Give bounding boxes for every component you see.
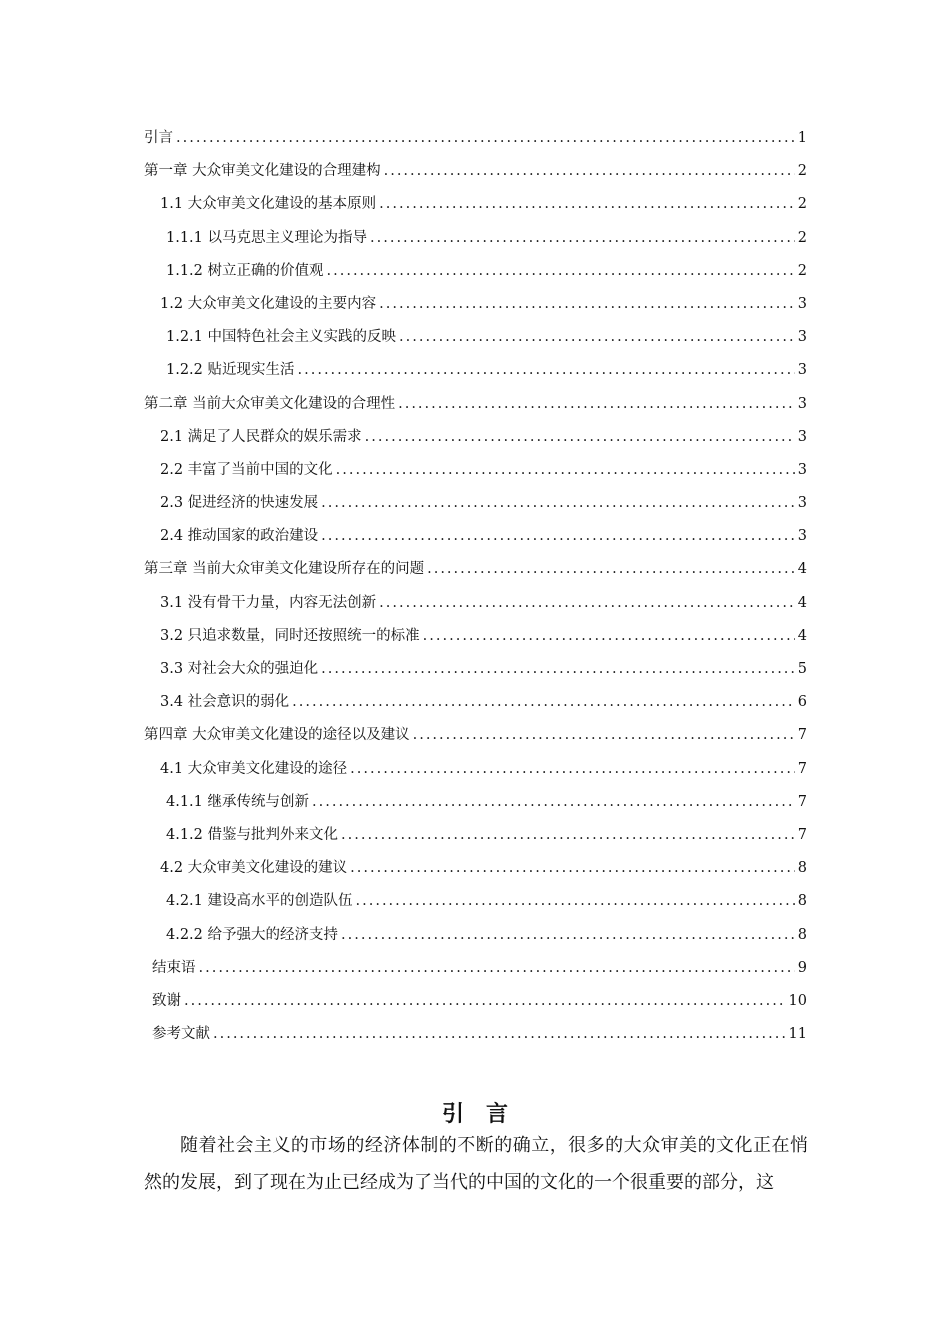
toc-entry-page: 2 — [797, 229, 807, 246]
toc-entry[interactable] — [144, 321, 807, 354]
toc-entry-title: 4.1.2 借鉴与批判外来文化 — [166, 826, 339, 843]
toc-leader-dots — [365, 421, 795, 454]
toc-leader-dots — [298, 354, 795, 387]
toc-entry-page: 11 — [788, 1026, 807, 1043]
toc-entry-page: 5 — [797, 661, 807, 677]
toc-entry-title: 第四章 大众审美文化建设的途径以及建议 — [144, 727, 410, 744]
toc-entry[interactable] — [144, 255, 807, 288]
toc-leader-dots — [379, 587, 795, 620]
toc-entry-page: 4 — [797, 627, 807, 644]
toc-entry-page: 7 — [797, 727, 807, 744]
toc-leader-dots — [350, 852, 795, 885]
toc-entry[interactable] — [144, 620, 807, 653]
toc-leader-dots — [199, 952, 795, 985]
toc-entry[interactable] — [144, 852, 807, 885]
toc-entry-page: 2 — [797, 163, 807, 180]
toc-entry-page: 4 — [797, 594, 807, 611]
toc-entry-title: 3.3 对社会大众的强迫化 — [160, 661, 319, 677]
toc-entry[interactable] — [144, 1018, 807, 1051]
toc-entry-page: 8 — [797, 860, 807, 877]
toc-leader-dots — [350, 753, 795, 786]
toc-entry[interactable] — [144, 122, 807, 155]
toc-leader-dots — [292, 686, 795, 719]
toc-entry[interactable] — [144, 952, 807, 985]
toc-leader-dots — [312, 786, 795, 819]
toc-leader-dots — [341, 819, 795, 852]
toc-entry-page: 8 — [797, 893, 807, 910]
toc-leader-dots — [356, 885, 795, 918]
toc-leader-dots — [413, 719, 795, 752]
toc-leader-dots — [213, 1018, 786, 1051]
toc-entry-page: 3 — [797, 528, 807, 545]
toc-entry-title: 1.1.2 树立正确的价值观 — [166, 262, 324, 279]
toc-leader-dots — [327, 255, 795, 288]
toc-entry[interactable] — [144, 919, 807, 952]
toc-entry-title: 致谢 — [152, 992, 181, 1009]
toc-entry[interactable] — [144, 155, 807, 188]
toc-entry[interactable] — [144, 553, 807, 586]
toc-entry-title: 2.4 推动国家的政治建设 — [160, 528, 319, 545]
toc-leader-dots — [321, 520, 795, 553]
toc-leader-dots — [423, 620, 795, 653]
toc-entry-page: 3 — [797, 461, 807, 478]
toc-entry[interactable] — [144, 686, 807, 719]
toc-leader-dots — [336, 454, 795, 487]
toc-entry[interactable] — [144, 487, 807, 520]
toc-leader-dots — [321, 653, 795, 686]
toc-entry-page: 3 — [797, 295, 807, 312]
toc-entry-title: 2.2 丰富了当前中国的文化 — [160, 461, 333, 478]
toc-entry-title: 4.2.2 给予强大的经济支持 — [166, 926, 339, 943]
toc-entry[interactable] — [144, 388, 807, 421]
toc-entry-title: 第二章 当前大众审美文化建设的合理性 — [144, 395, 396, 412]
toc-entry[interactable] — [144, 454, 807, 487]
toc-entry[interactable] — [144, 520, 807, 553]
toc-entry-page: 9 — [797, 959, 807, 976]
toc-entry-title: 4.1 大众审美文化建设的途径 — [160, 760, 348, 777]
toc-entry-title: 2.1 满足了人民群众的娱乐需求 — [160, 428, 362, 445]
toc-entry-title: 1.2.2 贴近现实生活 — [166, 362, 295, 379]
toc-entry-title: 3.1 没有骨干力量，内容无法创新 — [160, 594, 377, 611]
toc-entry-page: 3 — [797, 329, 807, 346]
toc-leader-dots — [399, 321, 795, 354]
toc-entry-title: 3.2 只追求数量，同时还按照统一的标准 — [160, 627, 420, 644]
toc-entry[interactable] — [144, 786, 807, 819]
toc-entry[interactable] — [144, 719, 807, 752]
toc-leader-dots — [321, 487, 795, 520]
toc-entry-title: 第三章 当前大众审美文化建设所存在的问题 — [144, 561, 425, 578]
toc-entry[interactable] — [144, 354, 807, 387]
toc-entry-page: 3 — [797, 428, 807, 445]
toc-entry-title: 第一章 大众审美文化建设的合理建构 — [144, 163, 381, 180]
toc-entry[interactable] — [144, 288, 807, 321]
toc-entry-title: 1.2 大众审美文化建设的主要内容 — [160, 295, 377, 312]
toc-leader-dots — [341, 919, 795, 952]
toc-entry-title: 结束语 — [152, 959, 196, 976]
toc-leader-dots — [184, 985, 786, 1018]
toc-entry-page: 10 — [788, 992, 807, 1009]
toc-entry[interactable] — [144, 753, 807, 786]
toc-entry[interactable] — [144, 653, 807, 686]
toc-entry-title: 4.2 大众审美文化建设的建议 — [160, 860, 348, 877]
toc-entry-title: 1.1 大众审美文化建设的基本原则 — [160, 196, 377, 213]
toc-leader-dots — [427, 553, 795, 586]
intro-heading: 引言 — [441, 1101, 530, 1127]
toc-entry-title: 1.1.1 以马克思主义理论为指导 — [166, 229, 368, 246]
toc-entry-title: 4.2.1 建设高水平的创造队伍 — [166, 893, 353, 910]
toc-leader-dots — [379, 188, 795, 221]
toc-entry-page: 3 — [797, 362, 807, 379]
toc-entry-page: 2 — [797, 196, 807, 213]
toc-entry[interactable] — [144, 188, 807, 221]
toc-entry-page: 3 — [797, 395, 807, 412]
intro-paragraph: 随着社会主义的市场的经济体制的不断的确立，很多的大众审美的文化正在悄然的发展，到了现在为止已经成为了当代的中国的文化的一个很重要的部分，这 — [144, 1135, 808, 1193]
toc-entry-title: 引言 — [144, 130, 173, 146]
toc-entry-title: 参考文献 — [152, 1026, 210, 1043]
toc-entry[interactable] — [144, 819, 807, 852]
toc-leader-dots — [398, 388, 795, 421]
toc-leader-dots — [379, 288, 795, 321]
toc-entry-page: 6 — [797, 694, 807, 711]
toc-entry-page: 7 — [797, 760, 807, 777]
toc-entry-page: 7 — [797, 793, 807, 810]
toc-entry-page: 7 — [797, 826, 807, 843]
toc-entry-page: 4 — [797, 561, 807, 578]
toc-entry-title: 3.4 社会意识的弱化 — [160, 694, 290, 711]
toc-leader-dots — [384, 155, 795, 188]
toc-entry-title: 4.1.1 继承传统与创新 — [166, 793, 310, 810]
toc-entry-page: 3 — [797, 495, 807, 512]
toc-entry[interactable] — [144, 885, 807, 918]
toc-entry-title: 2.3 促进经济的快速发展 — [160, 495, 319, 512]
toc-entry-page: 2 — [797, 262, 807, 279]
toc-entry[interactable] — [144, 222, 807, 255]
toc-entry[interactable] — [144, 421, 807, 454]
toc-entry-page: 8 — [797, 926, 807, 943]
toc-leader-dots — [176, 122, 795, 155]
toc-leader-dots — [370, 222, 795, 255]
toc-entry-page: 1 — [797, 130, 807, 146]
toc-entry[interactable] — [144, 587, 807, 620]
toc-entry-title: 1.2.1 中国特色社会主义实践的反映 — [166, 329, 397, 346]
table-of-contents — [144, 122, 807, 1051]
toc-entry[interactable] — [144, 985, 807, 1018]
